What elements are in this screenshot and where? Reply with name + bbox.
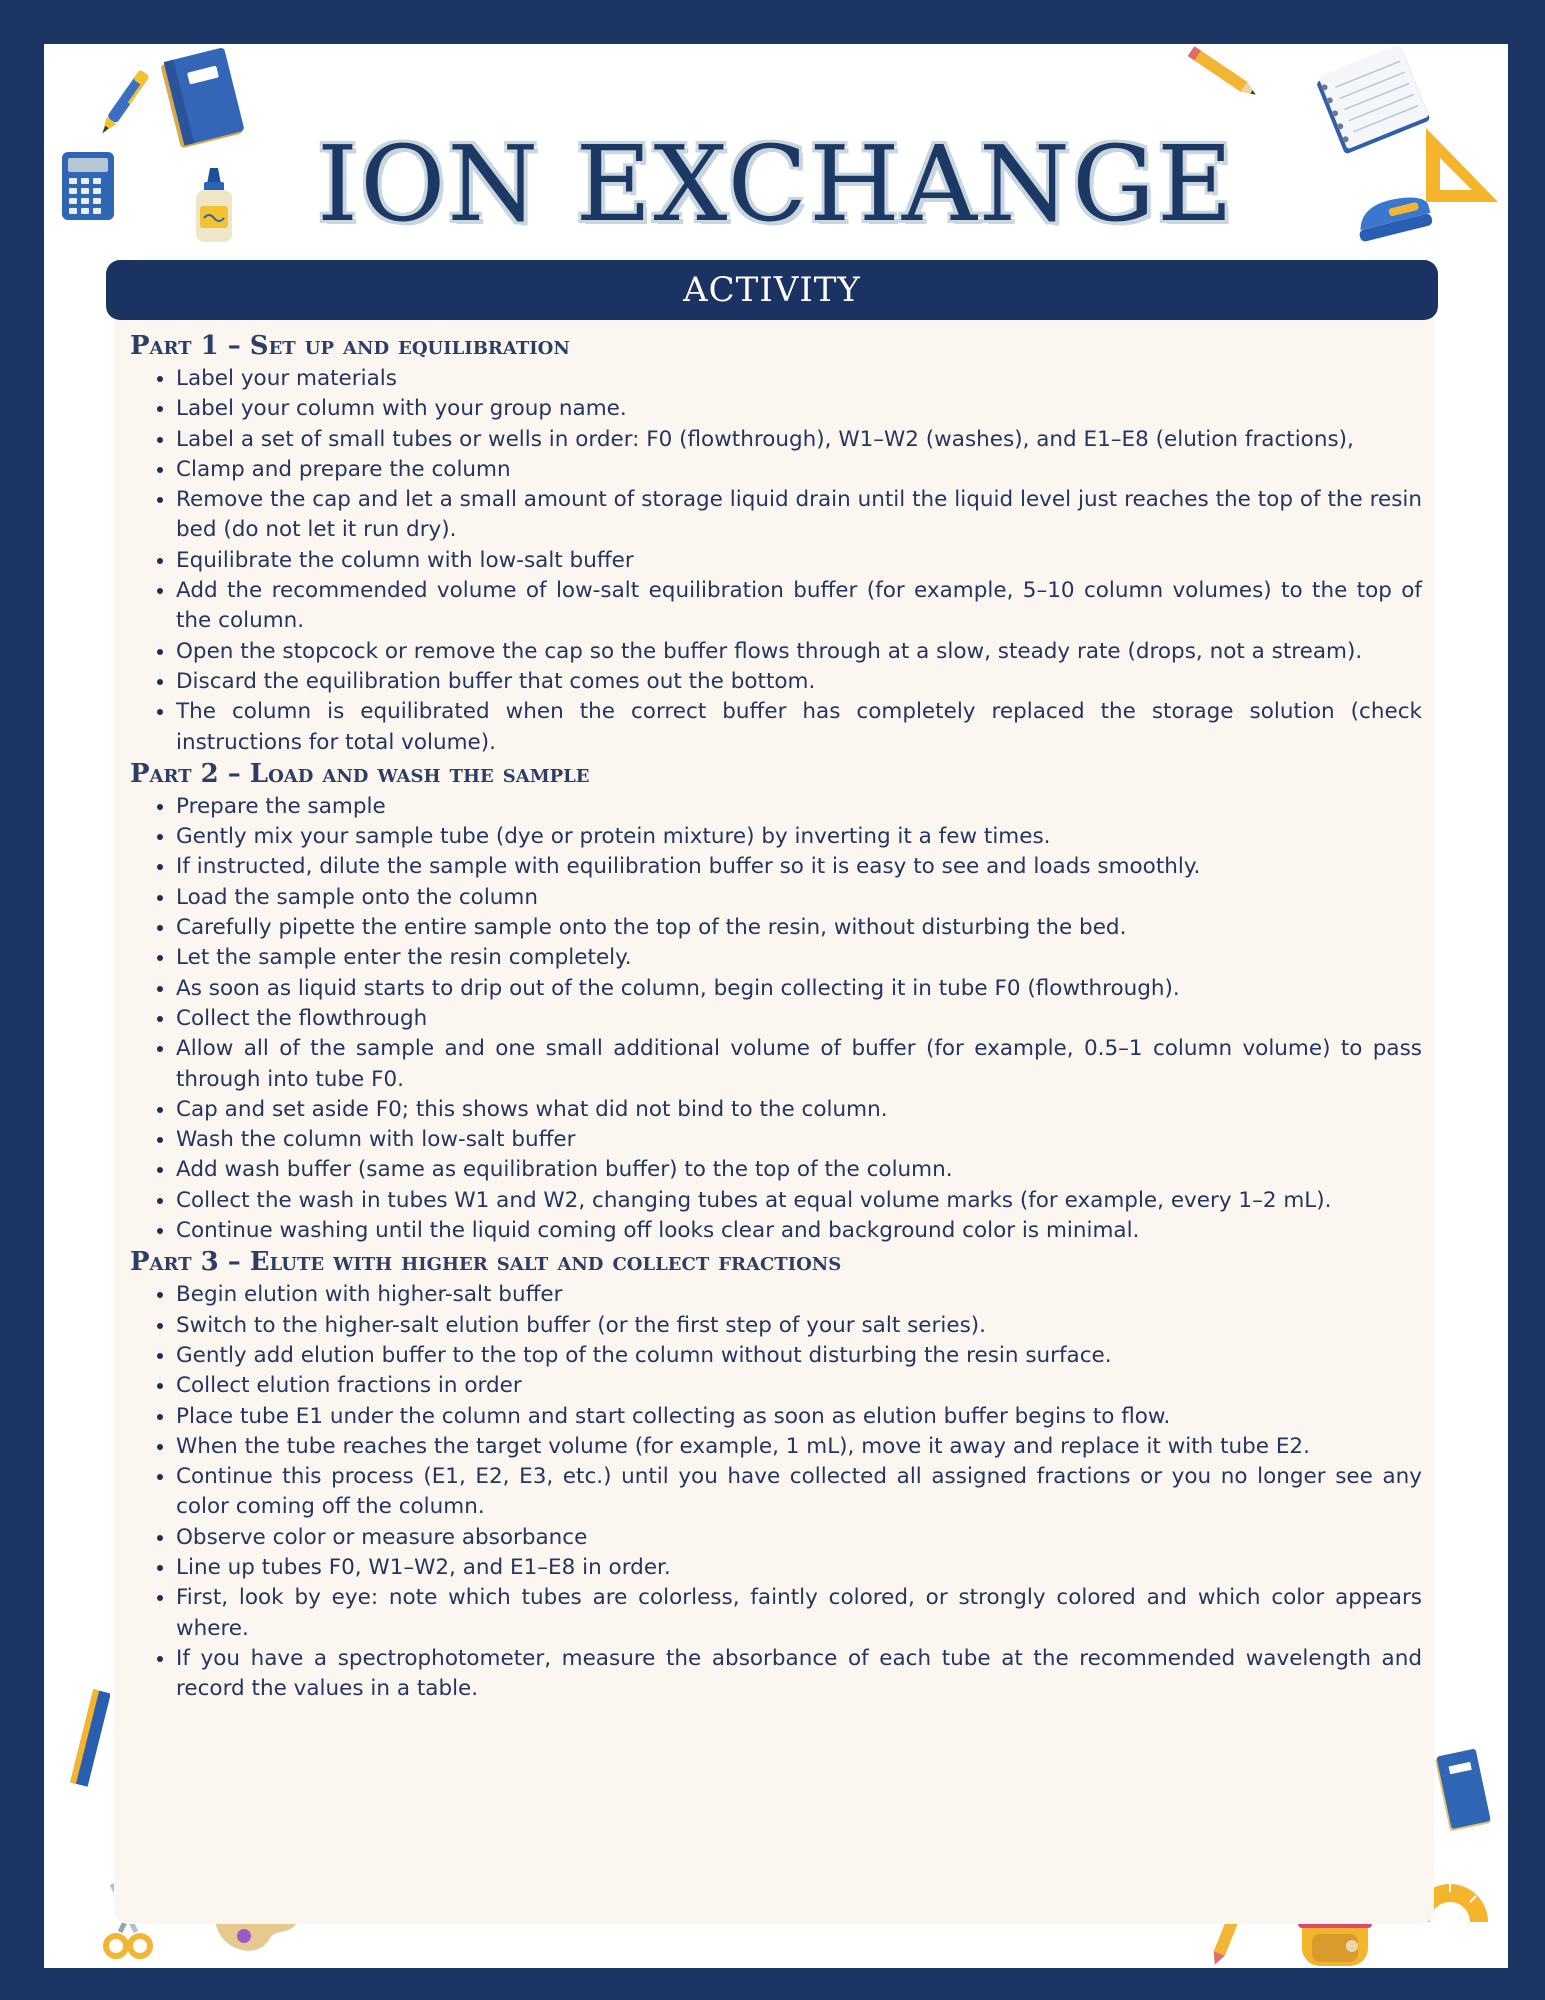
- list-item: • Equilibrate the column with low-salt buffer: [176, 546, 1422, 576]
- list-item: • Add the recommended volume of low-salt equilibration buffer (for example, 5–10 column volumes) to the top of the column.: [176, 576, 1422, 637]
- list-item: • Gently add elution buffer to the top of the column without disturbing the resin surface.: [176, 1341, 1422, 1371]
- part-1-list: [130, 364, 1422, 758]
- list-item: • Prepare the sample: [176, 792, 1422, 822]
- list-item: • Gently mix your sample tube (dye or protein mixture) by inverting it a few times.: [176, 822, 1422, 852]
- list-item: • Place tube E1 under the column and start collecting as soon as elution buffer begins to flow.: [176, 1402, 1422, 1432]
- list-item: • Open the stopcock or remove the cap so the buffer flows through at a slow, steady rate (drops, not a stream).: [176, 637, 1422, 667]
- list-item: • Switch to the higher-salt elution buffer (or the first step of your salt series).: [176, 1311, 1422, 1341]
- list-item: • Discard the equilibration buffer that comes out the bottom.: [176, 667, 1422, 697]
- list-item: • Label your materials: [176, 364, 1422, 394]
- list-item: • As soon as liquid starts to drip out of the column, begin collecting it in tube F0 (flowthrough).: [176, 974, 1422, 1004]
- list-item: • Collect the wash in tubes W1 and W2, changing tubes at equal volume marks (for example, every 1–2 mL).: [176, 1186, 1422, 1216]
- list-item: • Continue this process (E1, E2, E3, etc.) until you have collected all assigned fractions or you no longer see any color coming off the column.: [176, 1462, 1422, 1523]
- list-item: • Load the sample onto the column: [176, 883, 1422, 913]
- part-2-section: [130, 758, 1422, 1246]
- list-item: • Collect the flowthrough: [176, 1004, 1422, 1034]
- list-item: • First, look by eye: note which tubes are colorless, faintly colored, or strongly colored and which color appears where.: [176, 1583, 1422, 1644]
- list-item: • Collect elution fractions in order: [176, 1371, 1422, 1401]
- list-item: • Cap and set aside F0; this shows what did not bind to the column.: [176, 1095, 1422, 1125]
- part-2-list: [130, 792, 1422, 1246]
- list-item: • Observe color or measure absorbance: [176, 1523, 1422, 1553]
- book-icon: [1434, 1746, 1492, 1836]
- list-item: • Continue washing until the liquid coming off looks clear and background color is minimal.: [176, 1216, 1422, 1246]
- list-item: • The column is equilibrated when the correct buffer has completely replaced the storage solution (check instructions for total volume).: [176, 697, 1422, 758]
- banner-label: ACTIVITY: [683, 270, 861, 310]
- list-item: • Let the sample enter the resin completely.: [176, 943, 1422, 973]
- list-item: • If instructed, dilute the sample with equilibration buffer so it is easy to see and loads smoothly.: [176, 852, 1422, 882]
- list-item: • Label your column with your group name.: [176, 394, 1422, 424]
- list-item: • If you have a spectrophotometer, measure the absorbance of each tube at the recommended wavelength and record the values in a table.: [176, 1644, 1422, 1705]
- pencil-icon: [1182, 44, 1268, 104]
- part-heading: Part 3 – Elute with higher salt and collect fractions: [130, 1247, 842, 1278]
- list-item: • Allow all of the sample and one small additional volume of buffer (for example, 0.5–1 column volume) to pass through into tube F0.: [176, 1034, 1422, 1095]
- activity-banner: [106, 260, 1438, 320]
- list-item: • Carefully pipette the entire sample onto the top of the resin, without disturbing the bed.: [176, 913, 1422, 943]
- activity-content: [114, 304, 1434, 1924]
- part-3-list: [130, 1280, 1422, 1704]
- list-item: • Begin elution with higher-salt buffer: [176, 1280, 1422, 1310]
- list-item: • Add wash buffer (same as equilibration buffer) to the top of the column.: [176, 1155, 1422, 1185]
- pencil-icon: [70, 1684, 110, 1804]
- list-item: • Wash the column with low-salt buffer: [176, 1125, 1422, 1155]
- part-1-section: [130, 330, 1422, 758]
- part-heading: Part 2 – Load and wash the sample: [130, 758, 590, 789]
- page-title: ION EXCHANGE: [317, 123, 1235, 245]
- worksheet-page: [44, 44, 1508, 1968]
- list-item: • Clamp and prepare the column: [176, 455, 1422, 485]
- part-3-section: [130, 1246, 1422, 1704]
- part-heading: Part 1 – Set up and equilibration: [130, 331, 570, 361]
- list-item: • When the tube reaches the target volume (for example, 1 mL), move it away and replace it with tube E2.: [176, 1432, 1422, 1462]
- list-item: • Label a set of small tubes or wells in order: F0 (flowthrough), W1–W2 (washes), and E1–E8 (elution fractions),: [176, 425, 1422, 455]
- list-item: • Remove the cap and let a small amount of storage liquid drain until the liquid level just reaches the top of the resin bed (do not let it run dry).: [176, 485, 1422, 546]
- list-item: • Line up tubes F0, W1–W2, and E1–E8 in order.: [176, 1553, 1422, 1583]
